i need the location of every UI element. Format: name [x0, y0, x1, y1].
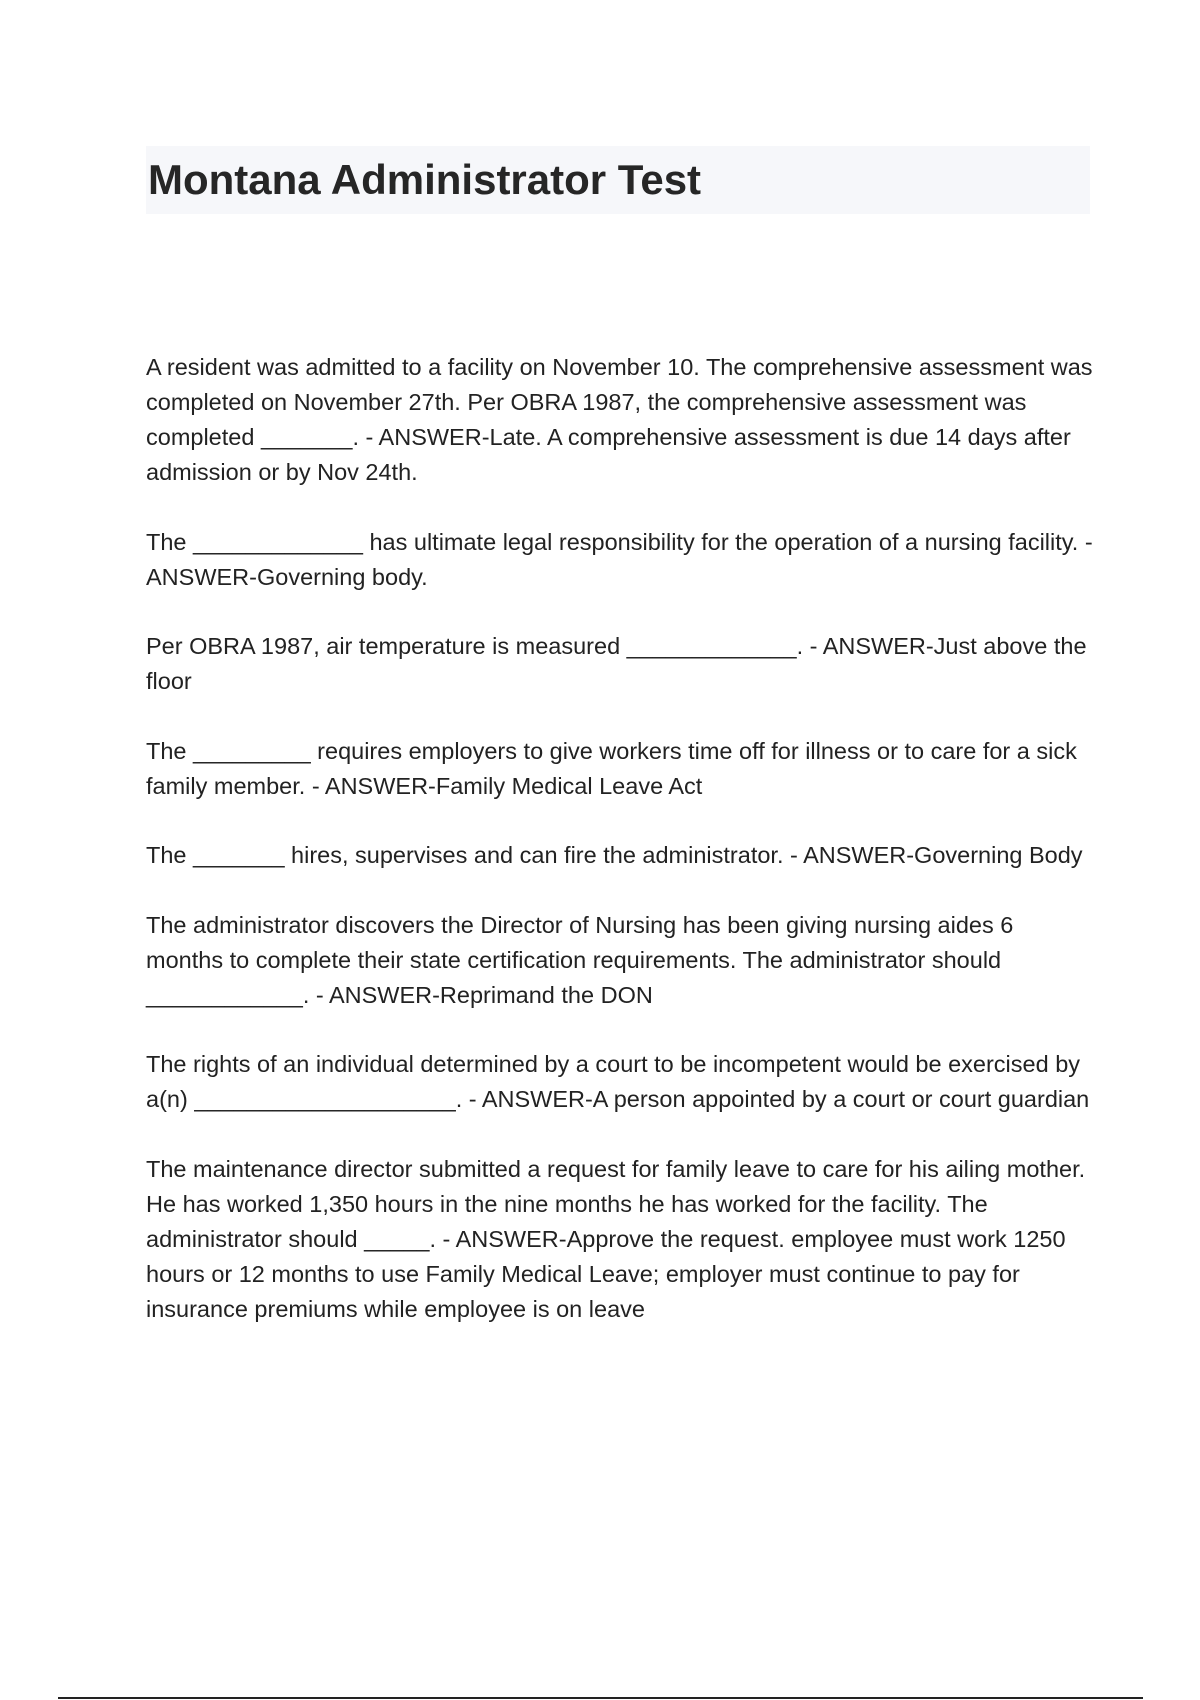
- qa-item: [146, 908, 1096, 1013]
- question-text: The _________ requires employers to give workers time off for illness or to care for a sick family member.: [146, 737, 1077, 799]
- footer-divider: [58, 1697, 1143, 1699]
- answer-text: - ANSWER-Governing body.: [146, 528, 1093, 590]
- answer-text: - ANSWER-Family Medical Leave Act: [305, 772, 703, 799]
- question-text: The rights of an individual determined by a court to be incompetent would be exercised by a(n) ____________________.: [146, 1051, 1081, 1112]
- answer-text: - ANSWER-Reprimand the DON: [309, 981, 653, 1008]
- answer-text: - ANSWER-Late. A comprehensive assessment is due 14 days after admission or by Nov 24th.: [146, 424, 1071, 485]
- question-text: A resident was admitted to a facility on November 10. The comprehensive assessment was completed on November 27th. Per OBRA 1987, the comprehensive assessment was completed _______.: [146, 354, 1093, 450]
- question-text: The _______ hires, supervises and can fire the administrator.: [146, 842, 784, 868]
- answer-text: - ANSWER-Governing Body: [783, 842, 1083, 868]
- answer-text: - ANSWER-Just above the floor: [146, 633, 1087, 694]
- question-text: The _____________ has ultimate legal responsibility for the operation of a nursing facility.: [146, 528, 1079, 555]
- question-text: The maintenance director submitted a request for family leave to care for his ailing mother. He has worked 1,350 hours in the nine months he has worked for the facility. The administrator should _____.: [146, 1155, 1086, 1252]
- answer-text: - ANSWER-A person appointed by a court or court guardian: [462, 1086, 1090, 1112]
- qa-item: [146, 838, 1096, 873]
- qa-item: [146, 350, 1096, 490]
- qa-item: [146, 1047, 1096, 1117]
- qa-item: [146, 734, 1096, 804]
- qa-list: [146, 350, 1096, 1361]
- title-bar: [146, 146, 1090, 214]
- answer-text: - ANSWER-Approve the request. employee must work 1250 hours or 12 months to use Family Medical Leave; employer must continue to pay for insurance premiums while employee is on leave: [146, 1225, 1066, 1322]
- document-title: Montana Administrator Test: [148, 156, 702, 203]
- qa-item: [146, 629, 1096, 699]
- qa-item: [146, 1152, 1096, 1327]
- qa-item: [146, 525, 1096, 595]
- question-text: Per OBRA 1987, air temperature is measured _____________.: [146, 633, 804, 659]
- question-text: The administrator discovers the Director of Nursing has been giving nursing aides 6 months to complete their state certification requirements. The administrator should ____________.: [146, 911, 1014, 1008]
